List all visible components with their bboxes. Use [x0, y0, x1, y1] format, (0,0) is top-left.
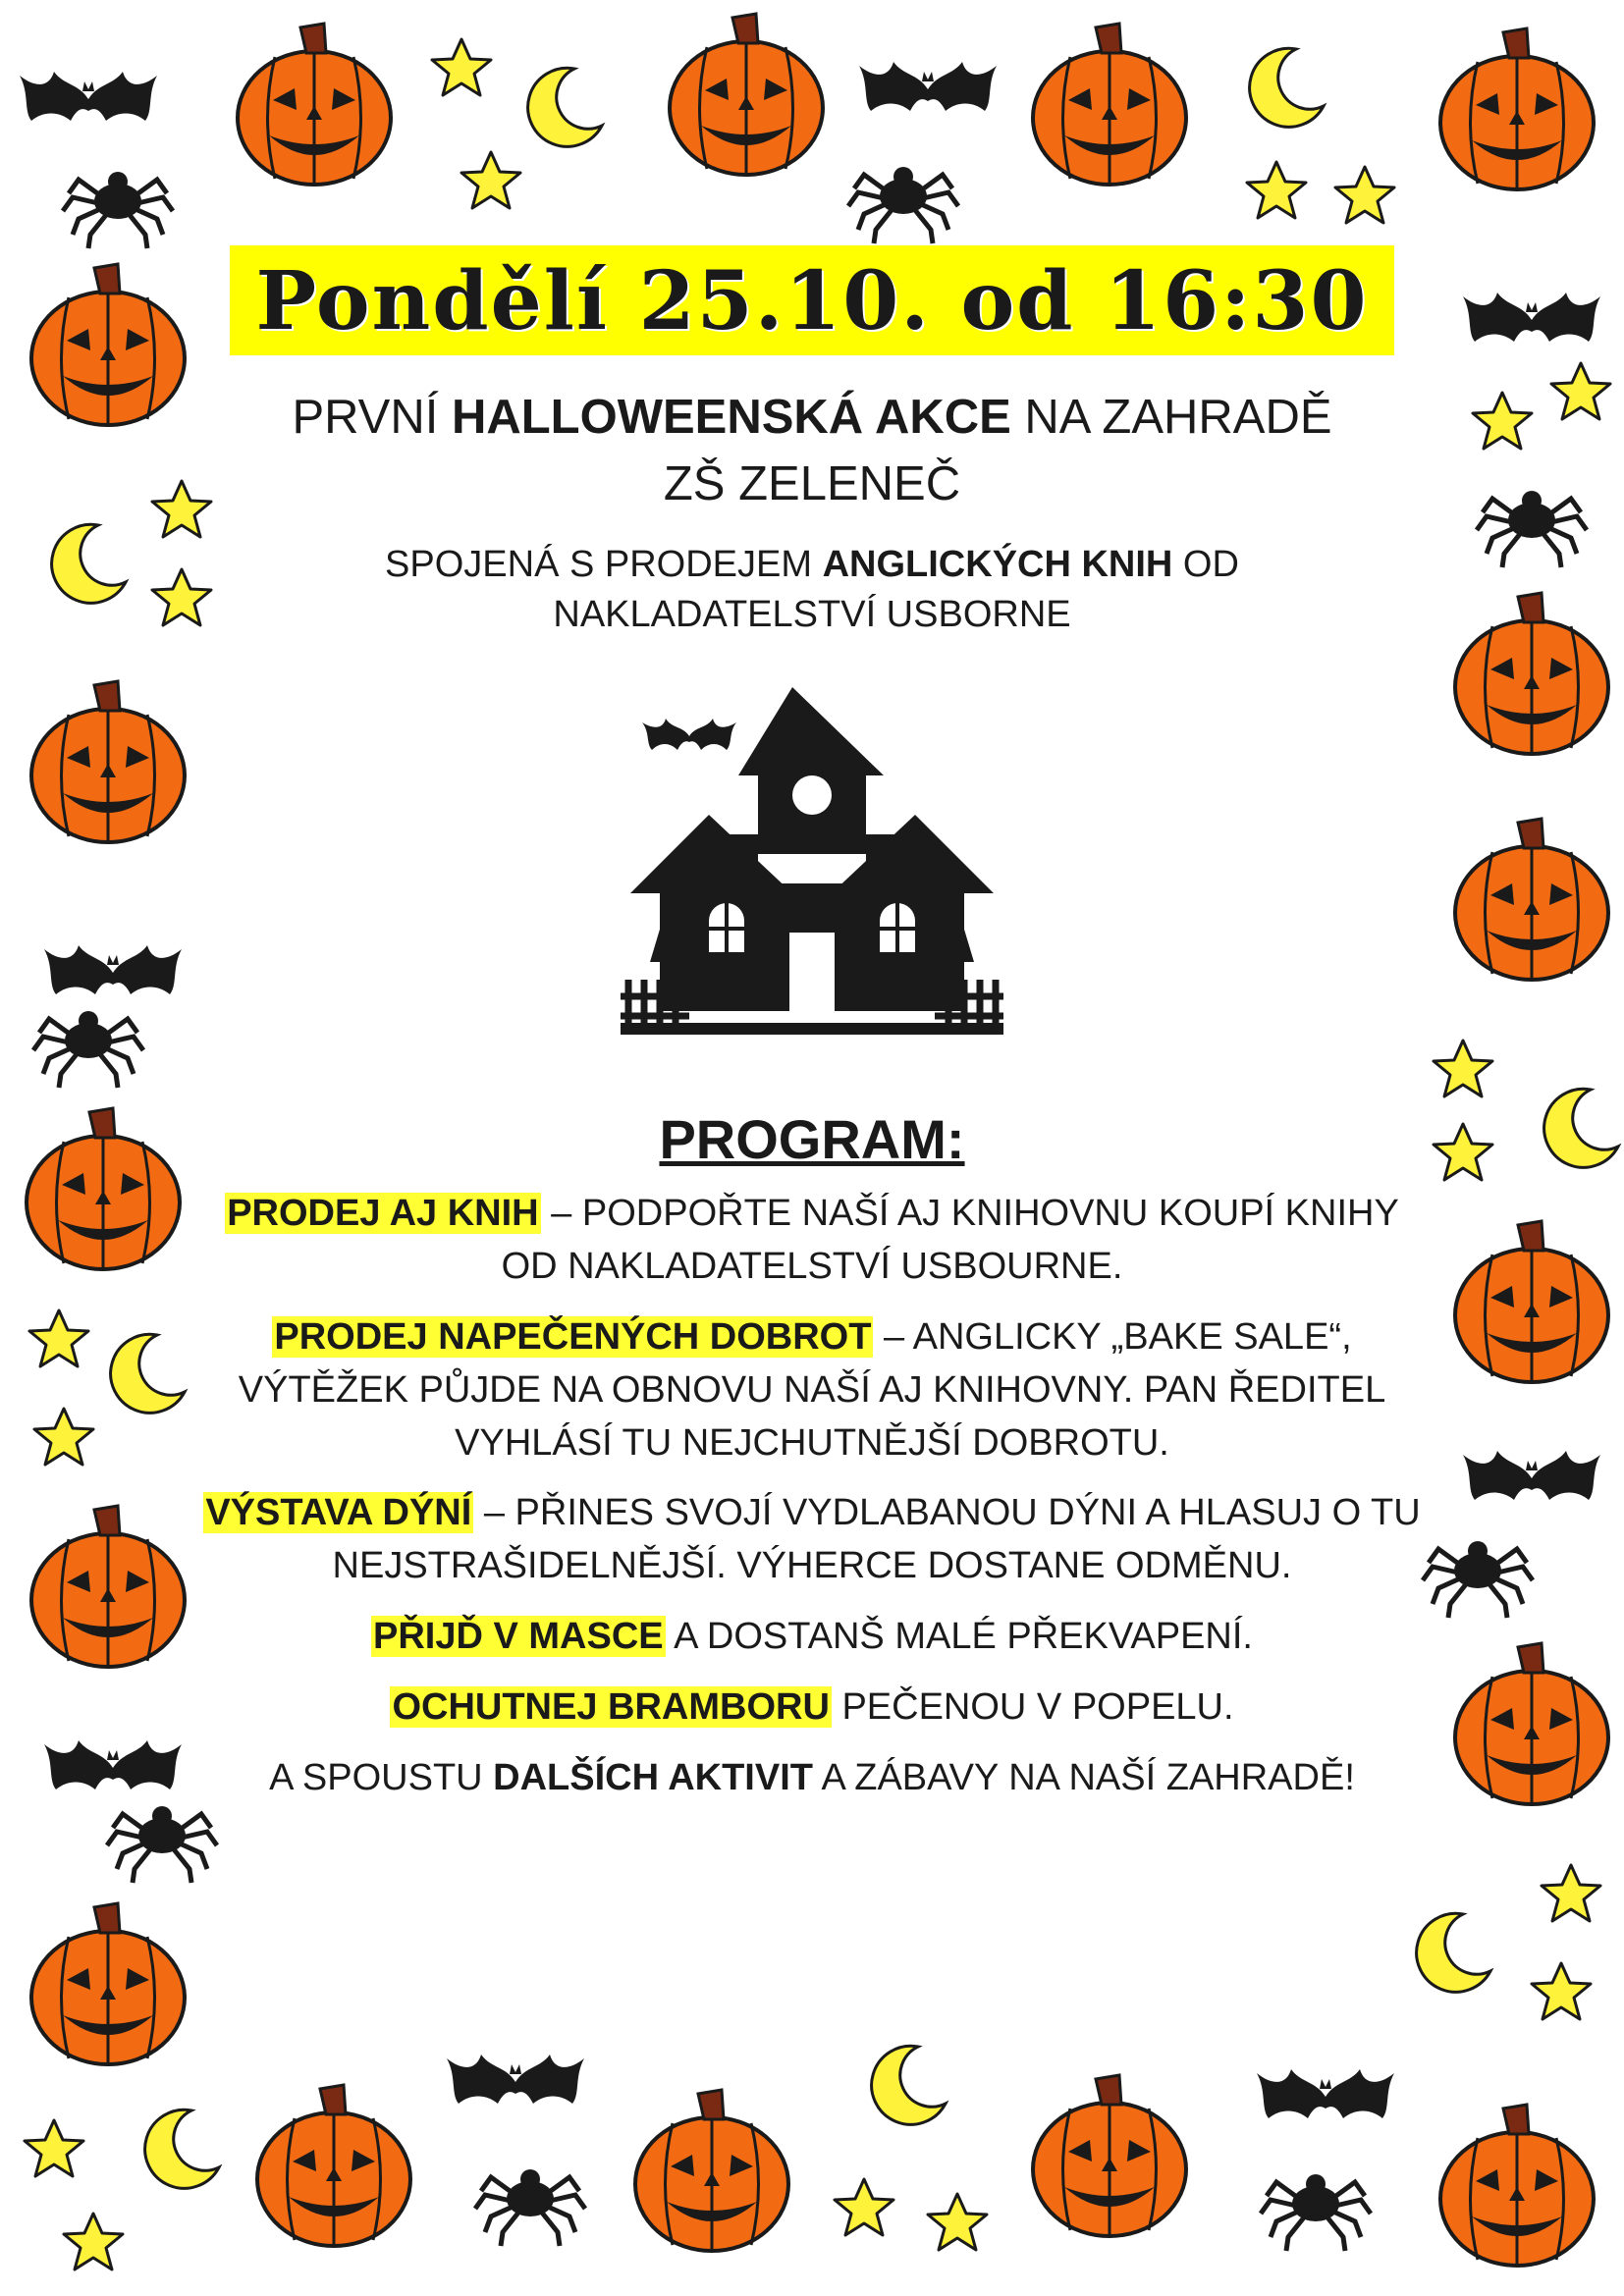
closing-bold: DALŠÍCH AKTIVIT: [493, 1757, 813, 1799]
haunted-house-icon: [621, 667, 1003, 1041]
bat-icon: [44, 945, 182, 994]
spider-icon: [475, 2169, 585, 2246]
event-date-headline: Pondělí 25.10. od 16:30: [230, 245, 1393, 355]
pumpkin-icon: [1033, 24, 1186, 185]
star-icon: [1335, 167, 1394, 223]
star-icon: [928, 2194, 987, 2250]
closing-text-end: A ZÁBAVY NA NAŠÍ ZAHRADĚ!: [812, 1757, 1355, 1799]
event-intro: [255, 385, 1369, 517]
pumpkin-icon: [1455, 819, 1608, 980]
program-item-text: – PODPOŘTE NAŠÍ AJ KNIHOVNU KOUPÍ KNIHY OD NAKLADATELSTVÍ USBOURNE.: [501, 1192, 1399, 1287]
pumpkin-icon: [1455, 1643, 1608, 1804]
program-item-text: PEČENOU V POPELU.: [831, 1686, 1234, 1729]
pumpkin-icon: [1455, 1221, 1608, 1382]
program-item-text: – ANGLICKY „BAKE SALE“, VÝTĚŽEK PŮJDE NA OBNOVU NAŠÍ AJ KNIHOVNY. PAN ŘEDITEL VYHLÁSÍ TU NEJCHUTNĚJŠÍ DOBROTU.: [238, 1315, 1386, 1464]
spider-icon: [1261, 2174, 1371, 2251]
star-icon: [835, 2179, 893, 2235]
bat-icon: [44, 1740, 182, 1789]
closing-line: [196, 1752, 1428, 1805]
star-icon: [1434, 1124, 1492, 1180]
bat-icon: [1463, 293, 1600, 342]
star-icon: [1532, 1963, 1591, 2019]
flyer-content: [196, 245, 1428, 1805]
pumpkin-icon: [31, 1506, 185, 1667]
star-icon: [1551, 363, 1610, 419]
intro-text: PRVNÍ: [292, 391, 452, 445]
star-icon: [432, 39, 491, 95]
program-item: [196, 1611, 1428, 1664]
spider-icon: [63, 172, 173, 248]
star-icon: [461, 152, 520, 208]
program-item-text: – PŘINES SVOJÍ VYDLABANOU DÝNI A HLASUJ O TU NEJSTRAŠIDELNĚJŠÍ. VÝHERCE DOSTANE ODMĚNU.: [332, 1492, 1421, 1587]
program-item-highlight: PŘIJĎ V MASCE: [373, 1616, 664, 1658]
program-item: [196, 1311, 1428, 1470]
program-item-highlight: PRODEJ NAPEČENÝCH DOBROT: [274, 1315, 872, 1358]
moon-icon: [111, 1334, 185, 1413]
pumpkin-icon: [1440, 2105, 1594, 2266]
intro-bold: HALLOWEENSKÁ AKCE: [451, 391, 1011, 445]
pumpkin-icon: [31, 681, 185, 842]
bat-icon: [447, 2055, 584, 2104]
star-icon: [29, 1310, 88, 1366]
star-icon: [1247, 162, 1306, 218]
moon-icon: [52, 524, 126, 603]
spider-icon: [848, 167, 958, 243]
bat-icon: [859, 62, 997, 111]
moon-icon: [1544, 1089, 1618, 1167]
star-icon: [1473, 393, 1532, 449]
pumpkin-icon: [635, 2090, 788, 2251]
star-icon: [64, 2214, 123, 2269]
program-item-text: A DOSTANŠ MALÉ PŘEKVAPENÍ.: [665, 1616, 1253, 1658]
moon-icon: [1250, 48, 1324, 127]
program-item: [196, 1188, 1428, 1294]
bat-icon: [20, 72, 157, 121]
closing-text: A SPOUSTU: [269, 1757, 494, 1799]
pumpkin-icon: [257, 2085, 410, 2246]
pumpkin-icon: [1455, 593, 1608, 754]
spider-icon: [1423, 1541, 1533, 1618]
pumpkin-icon: [1033, 2075, 1186, 2236]
moon-icon: [528, 68, 602, 146]
star-icon: [34, 1409, 93, 1465]
spider-icon: [33, 1011, 143, 1088]
program-item-highlight: PRODEJ AJ KNIH: [227, 1192, 539, 1234]
program-item: [196, 1682, 1428, 1735]
sub-bold: ANGLICKÝCH KNIH: [822, 543, 1173, 585]
spider-icon: [107, 1806, 217, 1883]
pumpkin-icon: [670, 14, 823, 175]
sub-text-end: OD NAKLADATELSTVÍ USBORNE: [553, 543, 1239, 635]
sub-text: SPOJENÁ S PRODEJEM: [385, 543, 823, 585]
star-icon: [1542, 1865, 1600, 1921]
moon-icon: [145, 2109, 219, 2188]
bat-icon: [1257, 2069, 1394, 2118]
moon-icon: [1417, 1913, 1490, 1992]
program-item-highlight: VÝSTAVA DÝNÍ: [205, 1492, 472, 1534]
pumpkin-icon: [27, 1108, 180, 1269]
moon-icon: [872, 2046, 946, 2124]
intro-text-end: NA ZAHRADĚ ZŠ ZELENEČ: [663, 391, 1332, 510]
pumpkin-icon: [31, 1903, 185, 2064]
pumpkin-icon: [238, 24, 391, 185]
pumpkin-icon: [1440, 28, 1594, 189]
pumpkin-icon: [31, 264, 185, 425]
program-item-highlight: OCHUTNEJ BRAMBORU: [392, 1686, 830, 1729]
program-item: [196, 1487, 1428, 1593]
book-sale-note: [236, 540, 1388, 641]
star-icon: [1434, 1041, 1492, 1096]
program-title: PROGRAM:: [659, 1108, 965, 1171]
bat-icon: [1463, 1451, 1600, 1500]
spider-icon: [1477, 491, 1587, 567]
star-icon: [25, 2120, 83, 2176]
